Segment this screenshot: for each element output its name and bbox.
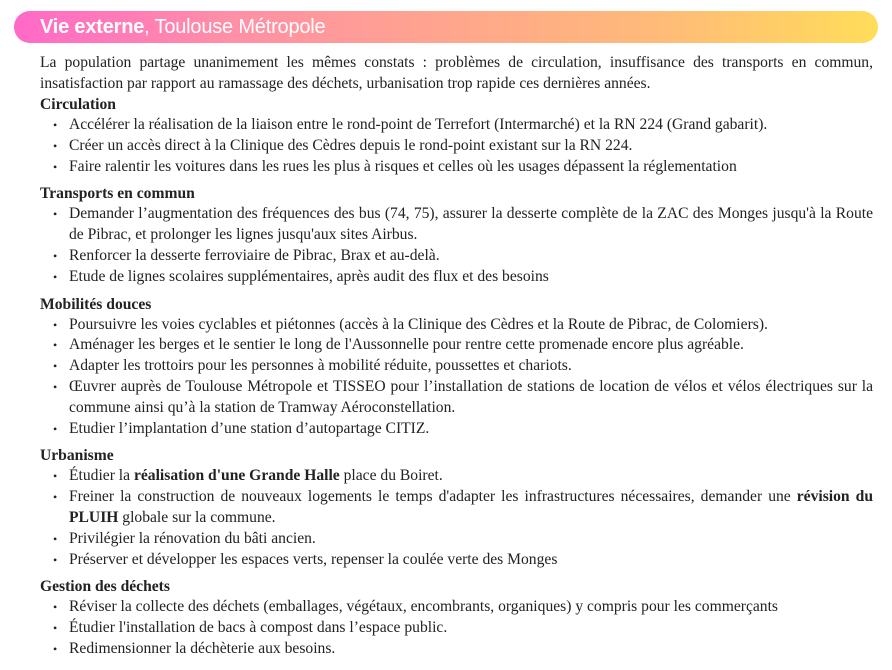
list-item-text: Accélérer la réalisation de la liaison entre le rond-point de Terrefort (Intermarché) et la RN 224 (Grand gabarit). xyxy=(69,116,768,133)
bullet-icon: • xyxy=(53,531,58,546)
list-item-text: Étudier l'installation de bacs à compost dans l’espace public. xyxy=(69,619,448,637)
page-title-rest: , Toulouse Métropole xyxy=(144,15,326,38)
list-item-text: Réviser la collecte des déchets (emballages, végétaux, encombrants, organiques) y compris pour les commerçants xyxy=(69,598,778,616)
list-item-text: Aménager les berges et le sentier le long de l'Aussonnelle pour rentre cette promenade encore plus agréable. xyxy=(69,336,744,354)
bullet-icon: • xyxy=(53,317,58,332)
list-item xyxy=(40,335,873,356)
list-item xyxy=(40,618,873,639)
bullet-icon: • xyxy=(53,421,58,436)
list-item xyxy=(40,550,873,571)
list-item-text: place du Boiret. xyxy=(339,467,443,485)
list-item xyxy=(40,136,873,157)
bullet-icon: • xyxy=(53,248,58,263)
bullet-list xyxy=(40,204,873,287)
list-item-text: globale sur la commune. xyxy=(118,508,276,526)
list-item-emphasis: réalisation d'une Grande Halle xyxy=(133,467,340,485)
list-item-text: Étudier la xyxy=(69,467,134,485)
bullet-icon: • xyxy=(53,490,58,505)
list-item xyxy=(40,356,873,377)
list-item xyxy=(40,597,873,618)
bullet-list xyxy=(40,597,873,659)
bullet-icon: • xyxy=(53,469,58,484)
list-item-text: Etudier l’implantation d’une station d’autopartage CITIZ. xyxy=(69,419,430,437)
list-item xyxy=(40,419,873,440)
bullet-icon: • xyxy=(53,118,58,132)
list-item-text: Préserver et développer les espaces verts, repenser la coulée verte des Monges xyxy=(69,550,558,568)
bullet-icon: • xyxy=(53,379,58,394)
bullet-list xyxy=(40,115,873,177)
list-item xyxy=(40,466,873,487)
section-urbanisme xyxy=(40,445,873,570)
list-item-text: Renforcer la desserte ferroviaire de Pibrac, Brax et au-delà. xyxy=(69,246,440,264)
section-title: Mobilités douces xyxy=(40,295,152,313)
list-item-emphasis: révision du PLUIH xyxy=(69,488,873,526)
bullet-list xyxy=(40,466,873,570)
list-item-text: Etude de lignes scolaires supplémentaires, après audit des flux et des besoins xyxy=(69,267,549,285)
bullet-icon: • xyxy=(53,600,58,615)
section-title: Gestion des déchets xyxy=(40,578,170,596)
section-title: Circulation xyxy=(40,96,116,113)
bullet-icon: • xyxy=(53,138,58,153)
document-body xyxy=(40,52,873,666)
list-item xyxy=(40,529,873,550)
list-item-text: Faire ralentir les voitures dans les rues les plus à risques et celles où les usages dépassent la réglementation xyxy=(69,157,737,175)
bullet-icon: • xyxy=(53,621,58,636)
list-item-text: Demander l’augmentation des fréquences des bus (74, 75), assurer la desserte complète de la ZAC des Monges jusqu'à la Route de Pibrac, et prolonger les lignes jusqu'aux sites Airbus. xyxy=(69,205,873,244)
bullet-icon: • xyxy=(53,207,58,222)
list-item xyxy=(40,115,873,136)
bullet-icon: • xyxy=(53,338,58,353)
list-item xyxy=(40,157,873,178)
bullet-icon: • xyxy=(53,269,58,284)
list-item-text: Privilégier la rénovation du bâti ancien. xyxy=(69,529,316,547)
page-title xyxy=(40,16,325,39)
list-item-text: Poursuivre les voies cyclables et piétonnes (accès à la Clinique des Cèdres et la Route de Pibrac, de Colomiers). xyxy=(69,315,768,333)
section-transports-en-commun xyxy=(40,183,873,287)
section-gestion-des-dechets xyxy=(40,576,873,659)
list-item-text: Redimensionner la déchèterie aux besoins. xyxy=(69,639,336,657)
bullet-list xyxy=(40,315,873,440)
list-item xyxy=(40,315,873,336)
bullet-icon: • xyxy=(53,359,58,374)
page-title-bold: Vie externe xyxy=(40,15,145,38)
section-header-banner xyxy=(14,11,878,43)
list-item xyxy=(40,246,873,267)
section-title: Transports en commun xyxy=(40,185,195,203)
list-item xyxy=(40,487,873,529)
list-item-text: Freiner la construction de nouveaux logements le temps d'adapter les infrastructures nécessaires, demander une xyxy=(69,488,797,506)
intro-paragraph: La population partage unanimement les mêmes constats : problèmes de circulation, insuffisance des transports en commun, insatisfaction par rapport au ramassage des déchets, urbanisation trop rapide ces dernières années. xyxy=(40,54,873,92)
list-item xyxy=(40,267,873,288)
bullet-icon: • xyxy=(53,552,58,567)
list-item xyxy=(40,377,873,419)
bullet-icon: • xyxy=(53,159,58,174)
list-item-text: Adapter les trottoirs pour les personnes à mobilité réduite, poussettes et chariots. xyxy=(69,357,572,375)
list-item-text: Créer un accès direct à la Clinique des Cèdres depuis le rond-point existant sur la RN 224. xyxy=(69,136,633,154)
list-item xyxy=(40,639,873,660)
bullet-icon: • xyxy=(53,641,58,656)
section-title: Urbanisme xyxy=(40,447,114,465)
section-mobilites-douces xyxy=(40,294,873,440)
list-item xyxy=(40,204,873,246)
list-item-text: Œuvrer auprès de Toulouse Métropole et TISSEO pour l’installation de stations de location de vélos et vélos électriques sur la commune ainsi qu’à la station de Tramway Aéroconstellation. xyxy=(69,377,873,416)
section-circulation xyxy=(40,94,873,177)
